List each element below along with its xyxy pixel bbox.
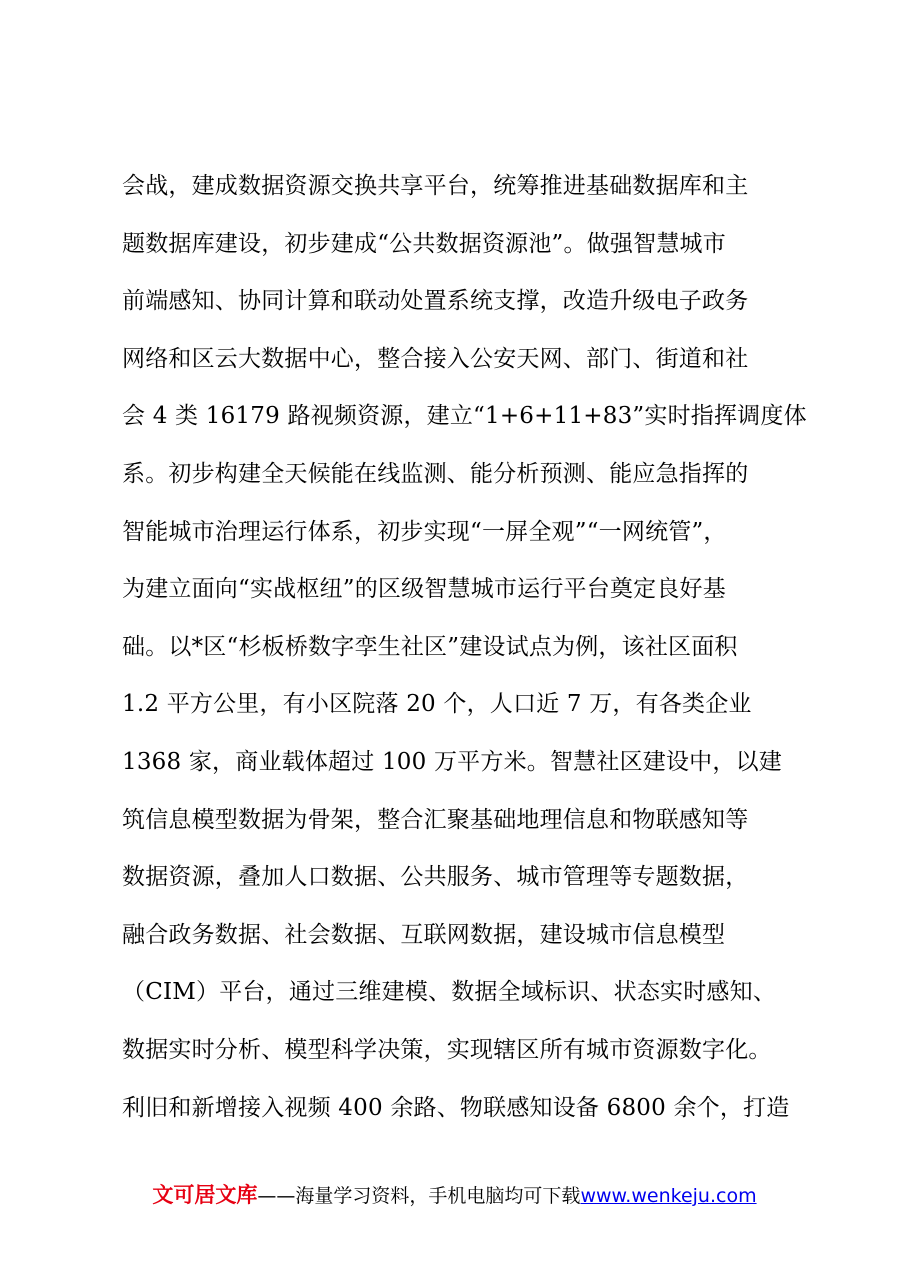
text-line: 1.2 平方公里，有小区院落 20 个，人口近 7 万，有各类企业: [122, 691, 752, 718]
text-line: 筑信息模型数据为骨架，整合汇聚基础地理信息和物联感知等: [122, 806, 749, 833]
footer-tagline: ——海量学习资料，手机电脑均可下载: [257, 1185, 581, 1207]
text-line: 础。以*区“杉板桥数字孪生社区”建设试点为例，该社区面积: [122, 633, 738, 660]
text-line: 前端感知、协同计算和联动处置系统支撑，改造升级电子政务: [122, 288, 749, 315]
body-text: [122, 158, 807, 1137]
text-line: 为建立面向“实战枢纽”的区级智慧城市运行平台奠定良好基: [122, 576, 726, 603]
text-line: 利旧和新增接入视频 400 余路、物联感知设备 6800 余个，打造: [122, 1094, 790, 1121]
text-line: 融合政务数据、社会数据、互联网数据，建设城市信息模型: [122, 921, 726, 948]
text-line: 网络和区云大数据中心，整合接入公安天网、部门、街道和社: [122, 345, 749, 372]
footer-link[interactable]: www.wenkeju.com: [580, 1185, 757, 1207]
text-line: 数据资源，叠加人口数据、公共服务、城市管理等专题数据，: [122, 864, 749, 891]
text-line: 智能城市治理运行体系，初步实现“一屏全观”“一网统管”，: [122, 518, 727, 545]
text-line: 系。初步构建全天候能在线监测、能分析预测、能应急指挥的: [122, 460, 749, 487]
footer-banner: [0, 1180, 909, 1211]
text-line: 数据实时分析、模型科学决策，实现辖区所有城市资源数字化。: [122, 1036, 772, 1063]
text-line: （CIM）平台，通过三维建模、数据全域标识、状态实时感知、: [122, 979, 777, 1006]
footer-brand: 文可居文库: [152, 1183, 258, 1207]
text-line: 会 4 类 16179 路视频资源，建立“1+6+11+83”实时指挥调度体: [122, 403, 807, 430]
text-line: 会战，建成数据资源交换共享平台，统筹推进基础数据库和主: [122, 173, 749, 199]
text-line: 1368 家，商业载体超过 100 万平方米。智慧社区建设中，以建: [122, 748, 782, 775]
text-line: 题数据库建设，初步建成“公共数据资源池”。做强智慧城市: [122, 230, 726, 257]
